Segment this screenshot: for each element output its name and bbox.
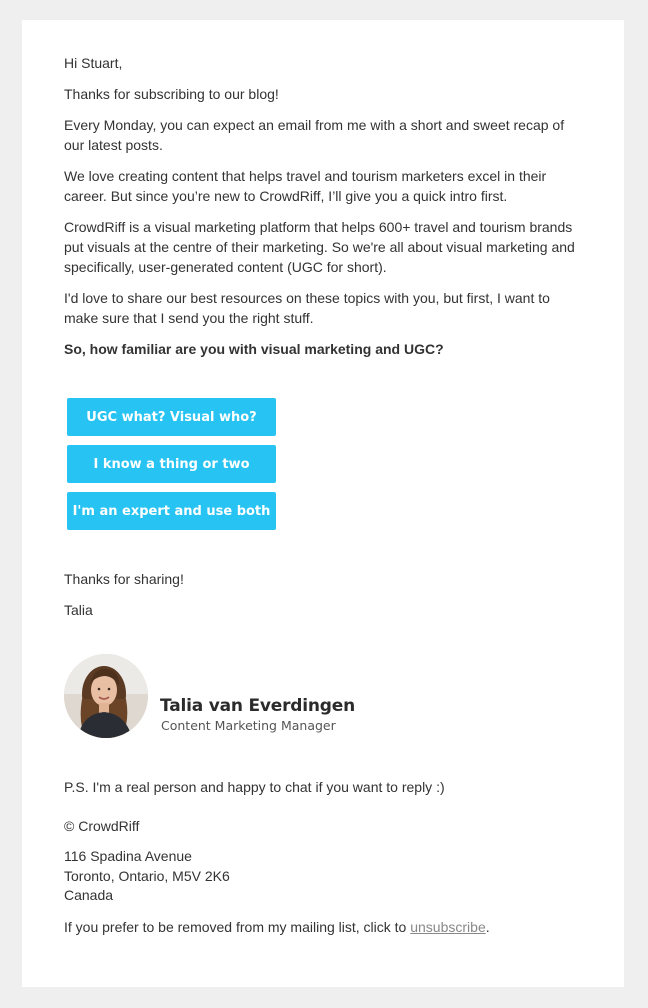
paragraph-resources: I'd love to share our best resources on these topics with you, but first, I want to make sure that I send you the right stuff. — [64, 290, 550, 326]
avatar-photo-icon — [64, 654, 148, 738]
closing — [64, 569, 582, 631]
signature-block — [64, 654, 364, 740]
unsubscribe-line — [64, 917, 582, 937]
ugc-what-button[interactable]: UGC what? Visual who? — [67, 398, 276, 436]
greeting: Hi Stuart, — [64, 55, 123, 71]
avatar — [64, 654, 148, 738]
paragraph-crowdriff: CrowdRiff is a visual marketing platform that helps 600+ travel and tourism brands put visuals at the centre of their marketing. So we're all about visual marketing and specifically, user-generated content (UGC for short). — [64, 219, 575, 275]
ps-text: P.S. I'm a real person and happy to chat if you want to reply :) — [64, 779, 445, 795]
answer-buttons — [67, 398, 277, 539]
address-line2: Toronto, Ontario, M5V 2K6 — [64, 867, 230, 884]
signature-name: Talia van Everdingen — [160, 696, 356, 716]
address-line1: 116 Spadina Avenue — [64, 848, 192, 864]
email-card — [22, 20, 624, 987]
paragraph-subscribe: Thanks for subscribing to our blog! — [64, 86, 279, 102]
unsubscribe-prefix: If you prefer to be removed from my mailing list, click to — [64, 918, 411, 935]
signature-title: Content Marketing Manager — [161, 718, 336, 733]
paragraph-content: We love creating content that helps travel and tourism marketers excel in their career. But since you’re new to CrowdRiff, I’ll give you a quick intro first. — [64, 168, 547, 204]
address-line3: Canada — [64, 887, 114, 903]
unsubscribe-suffix: . — [485, 918, 490, 935]
unsubscribe-link[interactable]: unsubscribe — [410, 918, 486, 935]
question-text: So, how familiar are you with visual marketing and UGC? — [64, 341, 444, 357]
address — [64, 847, 582, 906]
email-footer — [64, 777, 582, 948]
paragraph-monday: Every Monday, you can expect an email from me with a short and sweet recap of our latest posts. — [64, 117, 565, 153]
email-body — [64, 53, 582, 359]
expert-button[interactable]: I'm an expert and use both — [67, 492, 276, 530]
thanks-text: Thanks for sharing! — [64, 571, 184, 587]
signoff-name: Talia — [64, 602, 93, 618]
know-thing-button[interactable]: I know a thing or two — [67, 445, 276, 483]
copyright: © CrowdRiff — [64, 818, 140, 834]
